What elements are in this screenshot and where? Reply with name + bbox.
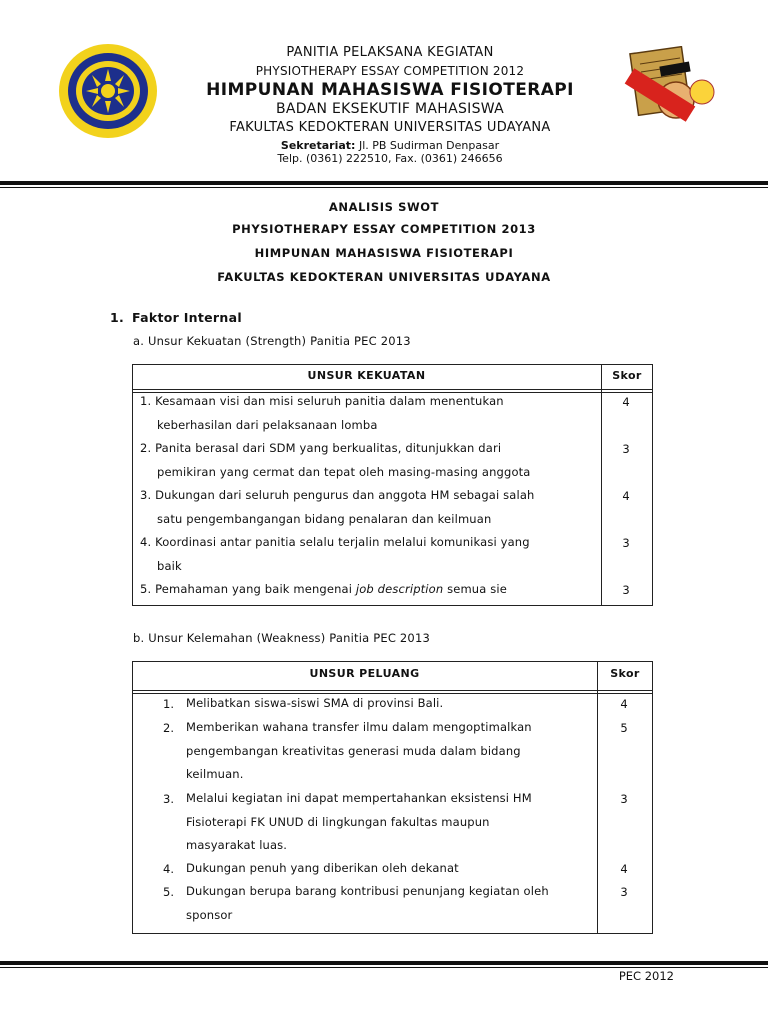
subsection-a: a. Unsur Kekuatan (Strength) Panitia PEC 2013: [133, 334, 411, 348]
page-footer: PEC 2012: [618, 969, 674, 983]
table-row: 4. Koordinasi antar panitia selalu terjalin melalui komunikasi yang baik: [140, 535, 530, 573]
row-score: 4: [620, 862, 628, 876]
row-number: 5.: [163, 885, 174, 899]
header-rule-thick: [0, 181, 768, 185]
section-title: Faktor Internal: [132, 310, 242, 325]
section-number: 1.: [110, 310, 125, 325]
table-row: Dukungan penuh yang diberikan oleh dekanat: [186, 861, 459, 875]
row-score: 5: [620, 721, 628, 735]
row-score: 3: [622, 583, 630, 597]
row-score: 3: [620, 885, 628, 899]
table-header-rule: [132, 690, 653, 691]
row-number: 1.: [163, 697, 174, 711]
row-number: 2.: [163, 721, 174, 735]
header-organization: HIMPUNAN MAHASISWA FISIOTERAPI: [206, 80, 574, 100]
footer-rule-thin: [0, 967, 768, 968]
doc-subtitle-faculty: FAKULTAS KEDOKTERAN UNIVERSITAS UDAYANA: [217, 270, 551, 284]
doc-title: ANALISIS SWOT: [328, 200, 440, 214]
table-row: Memberikan wahana transfer ilmu dalam mengoptimalkan pengembangan kreativitas generasi muda dalam bidang keilmuan.: [186, 720, 532, 781]
row-score: 4: [620, 697, 628, 711]
secretariat-address: Jl. PB Sudirman Denpasar: [355, 139, 500, 152]
row-number: 4.: [163, 862, 174, 876]
table-column-rule: [597, 661, 598, 933]
header-rule-thin: [0, 187, 768, 188]
table-row: Melalui kegiatan ini dapat mempertahankan eksistensi HM Fisioterapi FK UNUD di lingkungan fakultas maupun masyarakat luas.: [186, 791, 532, 852]
row-score: 3: [622, 442, 630, 456]
doc-subtitle-event: PHYSIOTHERAPY ESSAY COMPETITION 2013: [232, 222, 536, 236]
table-row: Melibatkan siswa-siswi SMA di provinsi Bali.: [186, 696, 444, 710]
competition-emblem-icon: [614, 46, 720, 138]
header-event: PHYSIOTHERAPY ESSAY COMPETITION 2012: [255, 64, 525, 78]
header-faculty: FAKULTAS KEDOKTERAN UNIVERSITAS UDAYANA: [229, 120, 551, 135]
table-row: Dukungan berupa barang kontribusi penunjang kegiatan oleh sponsor: [186, 884, 549, 922]
row-score: 4: [622, 489, 630, 503]
row-number: 3.: [163, 792, 174, 806]
subsection-b: b. Unsur Kelemahan (Weakness) Panitia PEC 2013: [133, 631, 430, 645]
column-header-item: UNSUR PELUANG: [309, 667, 420, 680]
doc-subtitle-org: HIMPUNAN MAHASISWA FISIOTERAPI: [254, 246, 514, 260]
table-row: 1. Kesamaan visi dan misi seluruh panitia dalam menentukan keberhasilan dari pelaksanaan lomba: [140, 394, 504, 432]
row-score: 3: [622, 536, 630, 550]
header-committee: PANITIA PELAKSANA KEGIATAN: [286, 45, 494, 60]
header-secretariat: [170, 139, 610, 152]
table-row: 2. Panita berasal dari SDM yang berkualitas, ditunjukkan dari pemikiran yang cermat dan tepat oleh masing-masing anggota: [140, 441, 531, 479]
section-heading: [110, 310, 242, 325]
header-phone: Telp. (0361) 222510, Fax. (0361) 246656: [277, 152, 503, 165]
header-bem: BADAN EKSEKUTIF MAHASISWA: [275, 101, 505, 117]
university-seal-icon: [58, 43, 158, 139]
secretariat-label: Sekretariat:: [280, 139, 356, 152]
column-header-score: Skor: [612, 369, 642, 382]
column-header-item: UNSUR KEKUATAN: [307, 369, 426, 382]
table-row: 3. Dukungan dari seluruh pengurus dan anggota HM sebagai salah satu pengembangangan bidang penalaran dan keilmuan: [140, 488, 535, 526]
table-row: 5. Pemahaman yang baik mengenai job description semua sie: [140, 582, 507, 596]
column-header-score: Skor: [610, 667, 640, 680]
row-score: 4: [622, 395, 630, 409]
row-score: 3: [620, 792, 628, 806]
footer-rule-thick: [0, 961, 768, 965]
